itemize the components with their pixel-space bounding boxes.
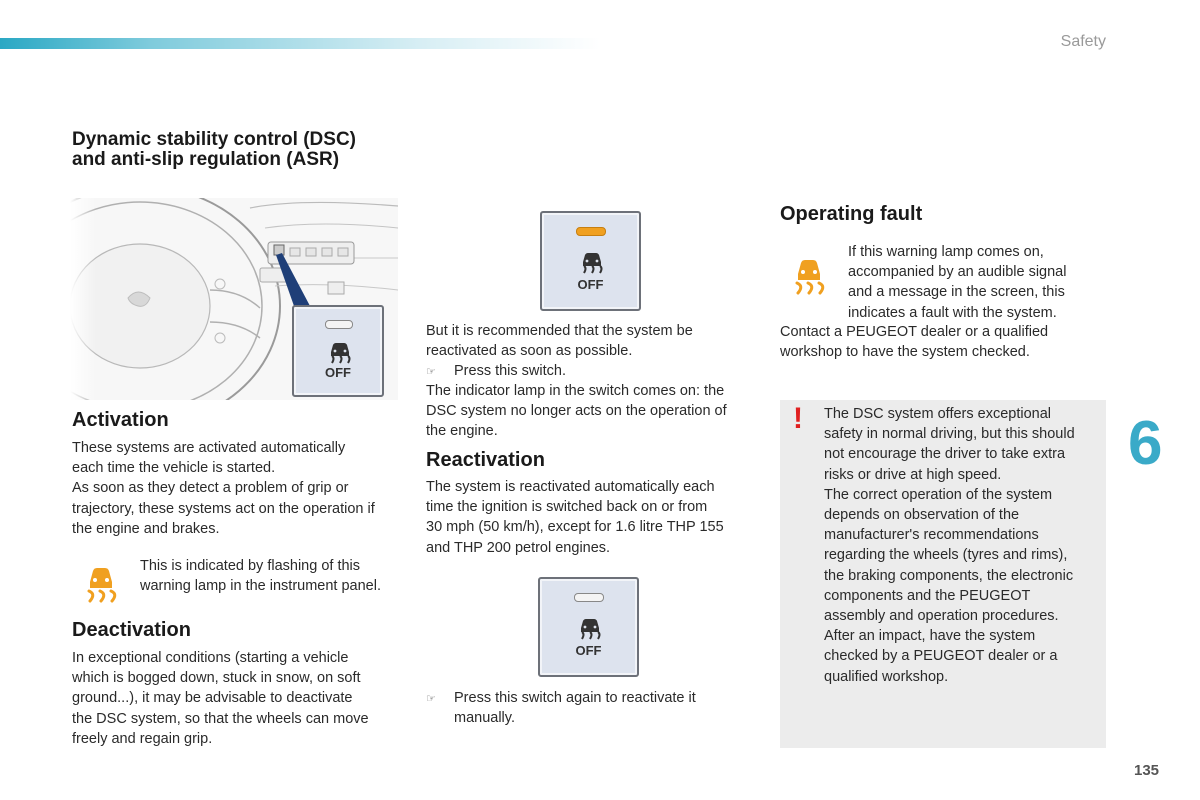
warning-line: manufacturer's recommendations: [824, 527, 1039, 544]
reactivation-line: 30 mph (50 km/h), except for 1.6 litre THP 155: [426, 519, 724, 536]
warning-line: depends on observation of the: [824, 507, 1020, 524]
activation-lamp-line: warning lamp in the instrument panel.: [140, 578, 381, 595]
page-title-line1: Dynamic stability control (DSC): [72, 129, 356, 150]
activation-line: the engine and brakes.: [72, 520, 220, 537]
page-title-line2: and anti-slip regulation (ASR): [72, 149, 340, 170]
activation-lamp-text: [140, 556, 381, 596]
fault-line: Contact a PEUGEOT dealer or a qualified: [780, 324, 1049, 340]
skid-car-icon: [326, 341, 354, 365]
warning-line: regarding the wheels (tyres and rims),: [824, 547, 1068, 564]
middle-text-after: [426, 381, 727, 442]
fault-line: workshop to have the system checked.: [780, 344, 1030, 361]
fault-lamp-line: accompanied by an audible signal: [848, 264, 1067, 281]
deactivation-line: In exceptional conditions (starting a vehicle: [72, 650, 349, 666]
reactivation-line: time the ignition is switched back on or from: [426, 499, 708, 516]
skid-car-icon: [578, 251, 606, 275]
press-again-line: manually.: [454, 710, 515, 726]
operating-fault-heading: Operating fault: [780, 203, 923, 225]
deactivation-line: which is bogged down, stuck in snow, on soft: [72, 670, 361, 687]
deactivation-line: freely and regain grip.: [72, 730, 213, 747]
indicator-lamp-off: [574, 593, 604, 602]
middle-text-before: [426, 321, 693, 361]
operating-fault-lamp-text: [848, 242, 1066, 323]
dsc-off-switch-off: [538, 577, 639, 677]
middle-line: DSC system no longer acts on the operation of: [426, 403, 727, 420]
arrow-bullet-icon: ☞: [426, 693, 436, 705]
deactivation-text: [72, 648, 369, 749]
page-number: 135: [1134, 762, 1160, 779]
page-title: [72, 130, 356, 170]
operating-fault-text: [780, 322, 1048, 362]
arrow-bullet-icon: ☞: [426, 366, 436, 378]
warning-line: risks or drive at high speed.: [824, 466, 1002, 483]
warning-line: safety in normal driving, but this should: [824, 426, 1075, 443]
switch-off-label: OFF: [325, 365, 351, 380]
warning-line: the braking components, the electronic: [824, 567, 1074, 584]
reactivation-line: The system is reactivated automatically each: [426, 479, 715, 495]
press-again-line: Press this switch again to reactivate it: [454, 690, 696, 706]
warning-line: checked by a PEUGEOT dealer or a: [824, 648, 1058, 665]
activation-heading: Activation: [72, 409, 169, 431]
warning-line: After an impact, have the system: [824, 628, 1036, 645]
dsc-fault-lamp-icon: [790, 254, 828, 296]
deactivation-line: the DSC system, so that the wheels can move: [72, 710, 369, 727]
reactivation-text: [426, 477, 724, 558]
activation-line: As soon as they detect a problem of grip or: [72, 480, 349, 497]
reactivation-line: and THP 200 petrol engines.: [426, 539, 611, 556]
activation-line: each time the vehicle is started.: [72, 460, 276, 477]
dsc-warning-lamp-icon: [82, 562, 120, 604]
middle-line: The indicator lamp in the switch comes on: the: [426, 383, 725, 399]
reactivation-heading: Reactivation: [426, 449, 545, 471]
switch-off-label: OFF: [575, 643, 602, 658]
dsc-off-switch-on: [540, 211, 641, 311]
press-switch-instruction: [426, 361, 726, 381]
middle-line: reactivated as soon as possible.: [426, 343, 633, 360]
activation-text: [72, 438, 375, 539]
section-label: Safety: [1060, 33, 1106, 50]
warning-line: The correct operation of the system: [824, 486, 1053, 503]
activation-line: These systems are activated automatically: [72, 440, 346, 456]
warning-line: assembly and operation procedures.: [824, 608, 1059, 625]
deactivation-heading: Deactivation: [72, 619, 191, 641]
middle-line: the engine.: [426, 423, 498, 440]
fault-lamp-line: and a message in the screen, this: [848, 284, 1065, 301]
warning-line: qualified workshop.: [824, 668, 949, 685]
indicator-lamp-off: [325, 320, 353, 329]
exclamation-icon: !: [793, 402, 803, 435]
warning-line: not encourage the driver to take extra: [824, 446, 1066, 463]
press-again-instruction: [426, 688, 746, 728]
header-accent-bar: [0, 38, 600, 49]
chapter-tab-number: 6: [1128, 409, 1163, 478]
dsc-off-switch-inset: [292, 305, 384, 397]
deactivation-line: ground...), it may be advisable to deactivate: [72, 690, 353, 707]
press-switch-text: Press this switch.: [454, 363, 566, 379]
switch-off-label: OFF: [577, 277, 604, 292]
middle-line: But it is recommended that the system be: [426, 323, 693, 339]
activation-lamp-line: This is indicated by flashing of this: [140, 558, 361, 574]
activation-line: trajectory, these systems act on the operation if: [72, 500, 375, 517]
fault-lamp-line: If this warning lamp comes on,: [848, 244, 1044, 260]
skid-car-icon: [576, 617, 604, 641]
fault-lamp-line: indicates a fault with the system.: [848, 304, 1057, 321]
warning-box-text: [824, 404, 1075, 687]
indicator-lamp-on: [576, 227, 606, 236]
warning-line: The DSC system offers exceptional: [824, 406, 1051, 422]
warning-line: components and the PEUGEOT: [824, 587, 1031, 604]
